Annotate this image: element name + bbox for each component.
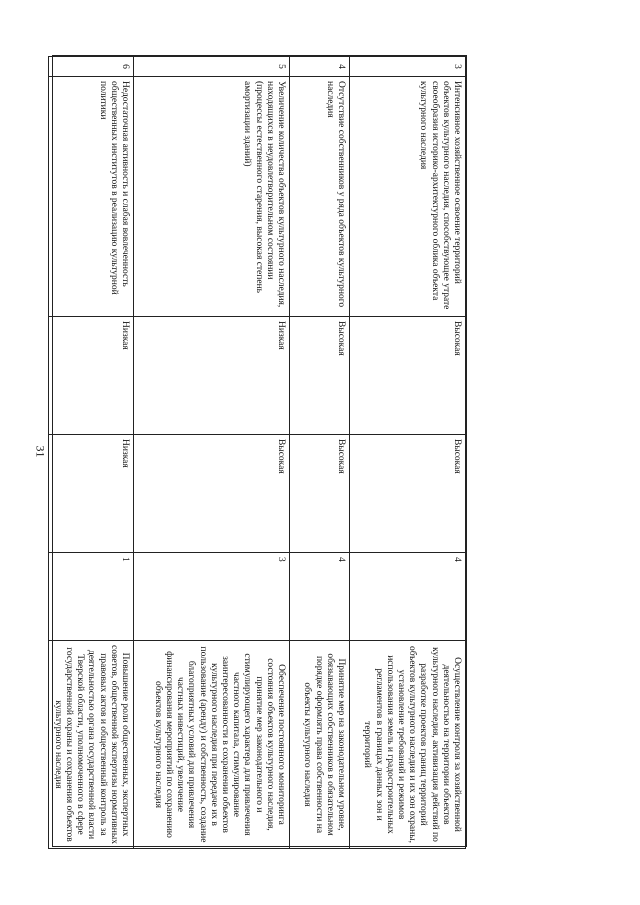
priority-cell: 4: [290, 553, 350, 641]
priority-cell: 3: [134, 553, 290, 641]
row-number: 4: [290, 57, 350, 77]
table-row: [134, 57, 290, 849]
table-row: [48, 57, 133, 849]
table-row: [290, 57, 350, 849]
rotated-table-container: [51, 56, 466, 848]
probability-cell: Высокая: [290, 317, 350, 435]
threat-cell: Интенсивное хозяйственное освоение территорий объектов культурного наследия, способствующее утрате своеобразия историко-архитектурного облика объекта культурного наследия: [350, 77, 466, 317]
probability-cell: Низкая: [48, 317, 133, 435]
impact-cell: Низкая: [48, 435, 133, 553]
probability-cell: Высокая: [350, 317, 466, 435]
table-row: [350, 57, 466, 849]
priority-cell: 4: [350, 553, 466, 641]
impact-cell: Высокая: [350, 435, 466, 553]
impact-cell: Высокая: [134, 435, 290, 553]
impact-cell: Высокая: [290, 435, 350, 553]
measures-cell: Повышение роли общественных, экспертных советов, общественной экспертизы нормативных правовых актов и общественный контроль за деятельностью органа государственной власти Тверской области, уполномоченного в сфере государственной охраны и сохранения объектов культурного наследия: [48, 641, 133, 849]
probability-cell: Низкая: [134, 317, 290, 435]
row-number: 6: [48, 57, 133, 77]
measures-cell: Осуществление контроля за хозяйственной деятельностью на территории объектов культурного наследия, активизация действий по разработке проектов границ территорий объектов культурного наследия и их зон охраны, установление требований и режимов использования земель и градостроительных регламентов в границах данных зон и территорий: [350, 641, 466, 849]
threat-cell: Недостаточная активность и слабая вовлеченность общественных институтов в реализацию культурной политики: [48, 77, 133, 317]
threat-cell: Увеличение количества объектов культурного наследия, находящихся в неудовлетворительном состоянии (процессы естественного старения, высокая степень амортизации зданий): [134, 77, 290, 317]
page-number: 31: [33, 445, 48, 458]
measures-cell: Обеспечение постоянного мониторинга состояния объектов культурного наследия, принятие мер законодательного и стимулирующего характера для привлечения частного капитала, стимулирование заинтересованности в сохранении объектов культурного наследия при передаче их в пользование (аренду) и собственность, создание благоприятных условий для привлечения частных инвестиций, увеличение финансирования мероприятий по сохранению объектов культурного наследия: [134, 641, 290, 849]
risk-table: [48, 56, 466, 849]
row-number: 3: [350, 57, 466, 77]
measures-cell: Принятие мер на законодательном уровне, обязывающих собственников в обязательном порядке оформлять права собственности на объекты культурного наследия: [290, 641, 350, 849]
risk-table-frame: [52, 55, 467, 847]
row-number: 5: [134, 57, 290, 77]
threat-cell: Отсутствие собственников у ряда объектов культурного наследия: [290, 77, 350, 317]
priority-cell: 1: [48, 553, 133, 641]
